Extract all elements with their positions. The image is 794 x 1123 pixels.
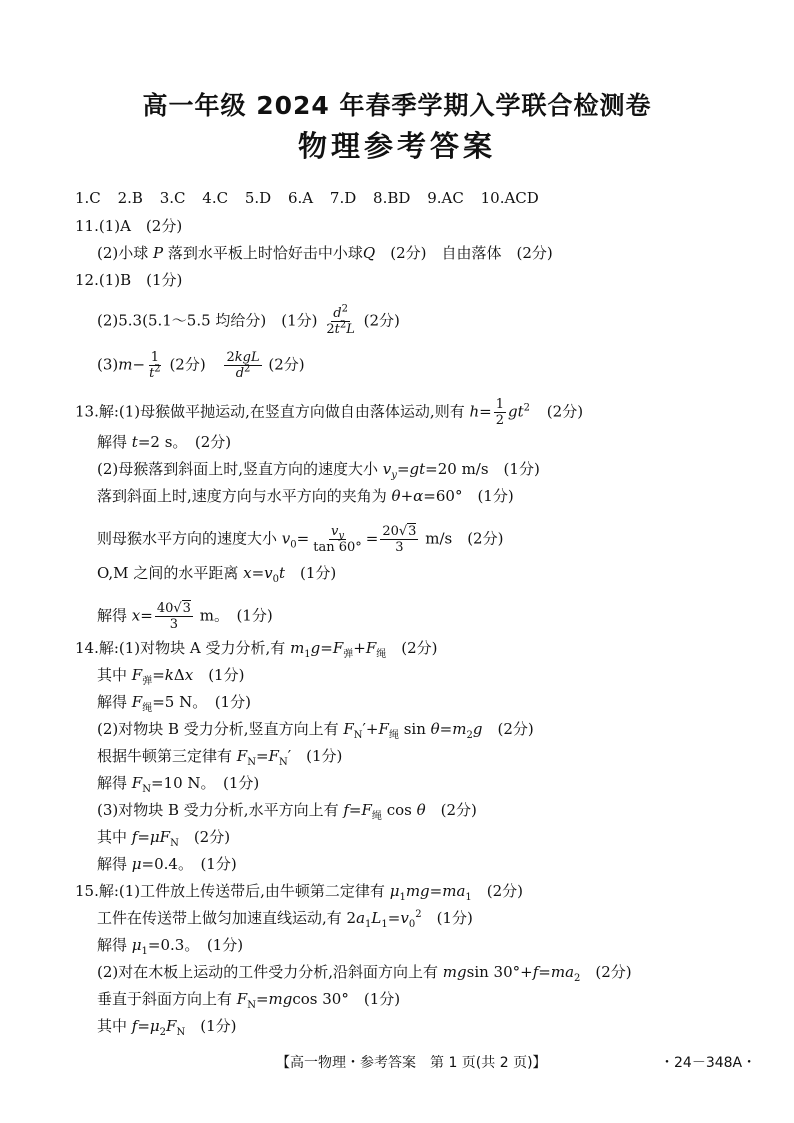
q14-line-9: 解得 μ=0.4。 (1分) xyxy=(97,855,237,873)
footer-page-info: 【高一物理・参考答案 第 1 页(共 2 页)】 xyxy=(276,1055,547,1071)
q14-line-7: (3)对物块 B 受力分析,水平方向上有 $f=F_绳$ cos θ (2分) xyxy=(97,801,477,822)
formula-fraction: $\frac{1}{2}$ xyxy=(495,397,504,428)
formula-fraction: $\frac{d^2}{2t^2L}$ xyxy=(326,303,355,337)
q12-line-1: 12.(1)B (1分) xyxy=(75,271,183,289)
formula-fraction: $\frac{1}{t^2}$ xyxy=(149,350,161,381)
q13-line-1: 13.解:(1)母猴做平抛运动,在竖直方向做自由落体运动,则有 h= $\frac{1}{2}$ $gt^2$ (2分) xyxy=(75,397,584,428)
q14-line-1: 14.解:(1)对物块 A 受力分析,有 $m_1g=F_弹+F_绳$ (2分) xyxy=(75,639,438,660)
q14-line-2: 其中 $F_弹=k\Delta x$ (1分) xyxy=(97,666,245,687)
page-subtitle: 物理参考答案 xyxy=(297,129,496,163)
q12-line-3: (3)m− $\frac{1}{t^2}$ (2分) $\frac{\text{2kgL}}{d^2}$ (2分) xyxy=(97,350,305,381)
q13-line-4: 落到斜面上时,速度方向与水平方向的夹角为 θ+α=60° (1分) xyxy=(97,487,514,505)
q15-line-6: 其中 $f=\mu_2F_N$ (1分) xyxy=(97,1017,237,1038)
q13-line-2: 解得 t=2 s。 (2分) xyxy=(97,433,232,451)
q14-line-6: 解得 $F_N=10$ N。 (1分) xyxy=(97,774,260,795)
footer-code: ・24－348A・ xyxy=(660,1055,757,1071)
q15-line-4: (2)对在木板上运动的工件受力分析,沿斜面方向上有 mgsin $30^\circ+f=ma_2$ (2分) xyxy=(97,963,632,984)
page-footer xyxy=(0,1050,794,1072)
page-title: 高一年级 2024 年春季学期入学联合检测卷 xyxy=(142,91,652,120)
formula-fraction: $\frac{40√3}{3}$ xyxy=(156,601,191,632)
q14-line-3: 解得 $F_绳=5$ N。 (1分) xyxy=(97,693,251,714)
q12-line-2: (2)5.3(5.1～5.5 均给分) (1分) $\frac{d^2}{2t^2L}$ (2分) xyxy=(97,303,400,337)
q11-line-1: 11.(1)A (2分) xyxy=(75,217,183,235)
q14-line-8: 其中 $f=\mu F_N$ (2分) xyxy=(97,828,231,849)
q15-line-2: 工件在传送带上做匀加速直线运动,有 $2a_1L_1=v_0^2$ (1分) xyxy=(97,909,473,930)
formula-fraction: $\frac{20√3}{3}$ xyxy=(382,524,417,555)
q15-line-1: 15.解:(1)工件放上传送带后,由牛顿第二定律有 $\mu_1mg=ma_1$ (2分) xyxy=(75,882,524,903)
choice-answers: 1.C 2.B 3.C 4.C 5.D 6.A 7.D 8.BD 9.AC 10.ACD xyxy=(75,189,539,207)
q15-line-5: 垂直于斜面方向上有 $F_N=mgcos$ 30° (1分) xyxy=(97,990,401,1011)
formula-fraction: $\frac{\text{2kgL}}{d^2}$ xyxy=(226,350,260,381)
q13-line-7: 解得 x= $\frac{40√3}{3}$ m。 (1分) xyxy=(97,601,273,632)
q11-line-2: (2)小球 P 落到水平板上时恰好击中小球Q (2分) 自由落体 (2分) xyxy=(97,244,553,262)
q13-line-5: 则母猴水平方向的速度大小 $v_0=$ $\frac{v_y}{\tan 60^\circ}$ = $\frac{20√3}{3}$ m/s (2分) xyxy=(97,524,504,555)
formula-fraction: $\frac{v_y}{\tan 60^\circ}$ xyxy=(313,524,362,555)
q14-line-5: 根据牛顿第三定律有 $F_N=F_N'$ (1分) xyxy=(97,747,343,768)
q13-line-6: O,M 之间的水平距离 $x=v_0t$ (1分) xyxy=(97,564,337,585)
q14-line-4: (2)对物块 B 受力分析,竖直方向上有 $F_N'+F_绳$ $\sin \theta=m_2g$ (2分) xyxy=(97,720,534,741)
q13-line-3: (2)母猴落到斜面上时,竖直方向的速度大小 $v_y=gt=20$ m/s (1分) xyxy=(97,460,540,481)
q15-line-3: 解得 $\mu_1=0.3$。 (1分) xyxy=(97,936,244,957)
